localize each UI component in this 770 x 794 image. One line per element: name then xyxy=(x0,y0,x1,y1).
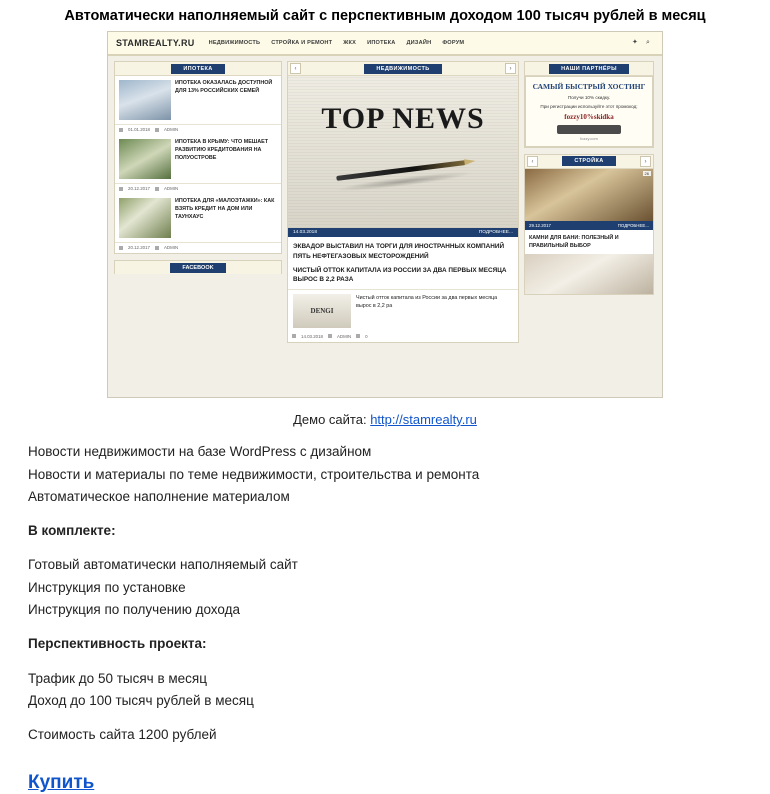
post-author: ADMIN xyxy=(163,245,179,251)
partner-ad[interactable] xyxy=(525,76,653,146)
list-item[interactable] xyxy=(115,135,281,184)
calendar-icon xyxy=(119,187,123,191)
construction-post-more[interactable]: ПОДРОБНЕЕ... xyxy=(617,222,649,228)
calendar-icon xyxy=(119,128,123,132)
preview-site-header xyxy=(108,32,662,56)
search-icon[interactable]: ⌕ xyxy=(646,39,650,47)
partners-widget-title: НАШИ ПАРТНЁРЫ xyxy=(549,64,629,74)
next-arrow-icon[interactable]: › xyxy=(640,156,651,167)
price-line: Стоимость сайта 1200 рублей xyxy=(28,727,217,743)
ad-promo-code: fozzy10%skidka xyxy=(564,112,614,121)
post-meta xyxy=(115,184,281,194)
nav-item-mortgage[interactable]: ИПОТЕКА xyxy=(367,40,396,47)
user-icon xyxy=(155,128,159,132)
post-author: ADMIN xyxy=(163,127,179,133)
prev-arrow-icon[interactable]: ‹ xyxy=(527,156,538,167)
calendar-icon xyxy=(292,334,296,338)
mortgage-widget xyxy=(114,61,282,254)
nav-item-design[interactable]: ДИЗАЙН xyxy=(406,40,432,47)
prospects-item-1: Трафик до 50 тысяч в месяц xyxy=(28,670,207,686)
list-item[interactable] xyxy=(115,76,281,125)
kit-item-2: Инструкция по установке xyxy=(28,579,186,595)
second-post-excerpt: Чистый отток капитала из России за два первых месяца вырос в 2,2 ра xyxy=(356,294,498,309)
second-post-thumbnail: DENGI xyxy=(293,294,351,328)
construction-post-title[interactable]: КАМНИ ДЛЯ БАНИ: ПОЛЕЗНЫЙ И ПРАВИЛЬНЫЙ ВЫБОР xyxy=(529,234,619,249)
preview-mid-column xyxy=(287,61,519,392)
nav-item-forum[interactable]: ФОРУМ xyxy=(442,40,465,47)
construction-next-image xyxy=(525,254,653,294)
hero-more-label: ПОДРОБНЕЕ... xyxy=(478,230,513,236)
hero-more-link[interactable] xyxy=(479,230,513,235)
post-author: ADMIN xyxy=(163,186,179,192)
hero-image-text: TOP NEWS xyxy=(321,102,485,136)
buy-link[interactable]: Купить xyxy=(28,772,95,794)
hero-image xyxy=(288,76,518,228)
ad-line1: Получи 10% скидку. xyxy=(567,94,611,100)
second-post[interactable] xyxy=(288,289,518,332)
ad-headline: САМЫЙ БЫСТРЫЙ ХОСТИНГ xyxy=(532,82,646,92)
partners-widget-bar xyxy=(525,62,653,76)
realty-widget-title: НЕДВИЖИМОСТЬ xyxy=(364,64,441,74)
prospects-item-2: Доход до 100 тысяч рублей в месяц xyxy=(28,692,254,708)
realty-widget xyxy=(287,61,519,342)
comment-icon xyxy=(356,334,360,338)
page-title: Автоматически наполняемый сайт с перспективным доходом 100 тысяч рублей в месяц xyxy=(64,8,706,24)
hero-title[interactable]: ЭКВАДОР ВЫСТАВИЛ НА ТОРГИ ДЛЯ ИНОСТРАННЫХ КОМПАНИЙ ПЯТЬ НЕФТЕГАЗОВЫХ МЕСТОРОЖДЕНИЙ xyxy=(293,243,505,260)
second-post-meta xyxy=(288,332,518,342)
site-preview-image xyxy=(107,31,663,398)
second-post-title[interactable]: ЧИСТЫЙ ОТТОК КАПИТАЛА ИЗ РОССИИ ЗА ДВА ПЕРВЫХ МЕСЯЦА ВЫРОС В 2,2 РАЗА xyxy=(293,266,507,284)
demo-label: Демо сайта: xyxy=(293,412,367,428)
post-thumbnail xyxy=(119,80,171,120)
post-title: ИПОТЕКА В КРЫМУ: ЧТО МЕШАЕТ РАЗВИТИЮ КРЕДИТОВАНИЯ НА ПОЛУОСТРОВЕ xyxy=(175,139,268,162)
nav-item-construction[interactable]: СТРОЙКА И РЕМОНТ xyxy=(271,40,333,47)
preview-right-column xyxy=(524,61,654,392)
prev-arrow-icon[interactable]: ‹ xyxy=(290,63,301,74)
ad-button[interactable] xyxy=(557,125,621,134)
ad-line2: При регистрации используйте этот промокод: xyxy=(540,104,638,110)
construction-post-meta xyxy=(525,221,653,230)
intro-line-2: Новости и материалы по теме недвижимости, строительства и ремонта xyxy=(28,466,480,482)
facebook-widget-bar xyxy=(114,260,282,274)
user-icon xyxy=(155,187,159,191)
demo-line xyxy=(0,412,770,427)
prospects-list xyxy=(28,668,770,713)
prospects-heading: Перспективность проекта: xyxy=(28,636,207,652)
post-title: ИПОТЕКА ДЛЯ «МАЛОЭТАЖКИ»: КАК ВЗЯТЬ КРЕДИТ НА ДОМ ИЛИ ТАУНХАУС xyxy=(175,198,275,221)
post-meta xyxy=(115,243,281,253)
kit-item-3: Инструкция по получению дохода xyxy=(28,601,240,617)
construction-widget-title: СТРОЙКА xyxy=(562,156,615,166)
calendar-icon xyxy=(119,246,123,250)
post-date: 01.01.2018 xyxy=(128,127,150,133)
user-icon xyxy=(155,246,159,250)
second-post-date: 14.03.2018 xyxy=(301,333,323,339)
list-item[interactable] xyxy=(115,194,281,243)
kit-list xyxy=(28,554,770,621)
intro-line-3: Автоматическое наполнение материалом xyxy=(28,488,290,504)
mortgage-widget-bar xyxy=(115,62,281,76)
body-copy xyxy=(0,427,770,746)
site-logo: STAMREALTY.RU xyxy=(116,38,195,49)
site-nav xyxy=(209,40,465,46)
kit-item-1: Готовый автоматически наполняемый сайт xyxy=(28,557,298,573)
ad-url: fozzy.com xyxy=(580,135,598,141)
realty-widget-bar xyxy=(288,62,518,76)
hero-meta-bar xyxy=(288,228,518,237)
post-date: 20.12.2017 xyxy=(128,245,150,251)
kit-heading: В комплекте: xyxy=(28,523,116,539)
intro-block xyxy=(28,441,770,508)
twitter-icon[interactable]: ✦ xyxy=(632,39,638,47)
second-post-author: ADMIN xyxy=(336,333,352,339)
post-date: 20.12.2017 xyxy=(128,186,150,192)
buy-section xyxy=(0,758,770,794)
post-thumbnail xyxy=(119,198,171,238)
header-social-links xyxy=(632,39,654,47)
post-meta xyxy=(115,125,281,135)
intro-line-1: Новости недвижимости на базе WordPress с дизайном xyxy=(28,444,372,460)
image-counter: 26 xyxy=(644,170,649,176)
mortgage-widget-title: ИПОТЕКА xyxy=(171,64,224,74)
facebook-widget-title: FACEBOOK xyxy=(170,263,225,273)
nav-item-realty[interactable]: НЕДВИЖИМОСТЬ xyxy=(208,40,261,47)
construction-widget xyxy=(524,154,654,295)
hero-date: 14.03.2018 xyxy=(293,230,318,236)
next-arrow-icon[interactable]: › xyxy=(505,63,516,74)
preview-left-column xyxy=(114,61,282,392)
demo-link[interactable]: http://stamrealty.ru xyxy=(370,412,477,428)
post-thumbnail xyxy=(119,139,171,179)
construction-post-image xyxy=(525,169,653,221)
nav-item-zhkh[interactable]: ЖКХ xyxy=(343,40,357,47)
construction-widget-bar xyxy=(525,155,653,169)
partners-widget xyxy=(524,61,654,147)
second-post-comments: 0 xyxy=(365,333,368,339)
construction-post-date: 29.12.2017 xyxy=(529,222,551,228)
post-title: ИПОТЕКА ОКАЗАЛАСЬ ДОСТУПНОЙ ДЛЯ 13% РОССИЙСКИХ СЕМЕЙ xyxy=(175,80,273,95)
user-icon xyxy=(328,334,332,338)
preview-columns xyxy=(108,56,662,397)
